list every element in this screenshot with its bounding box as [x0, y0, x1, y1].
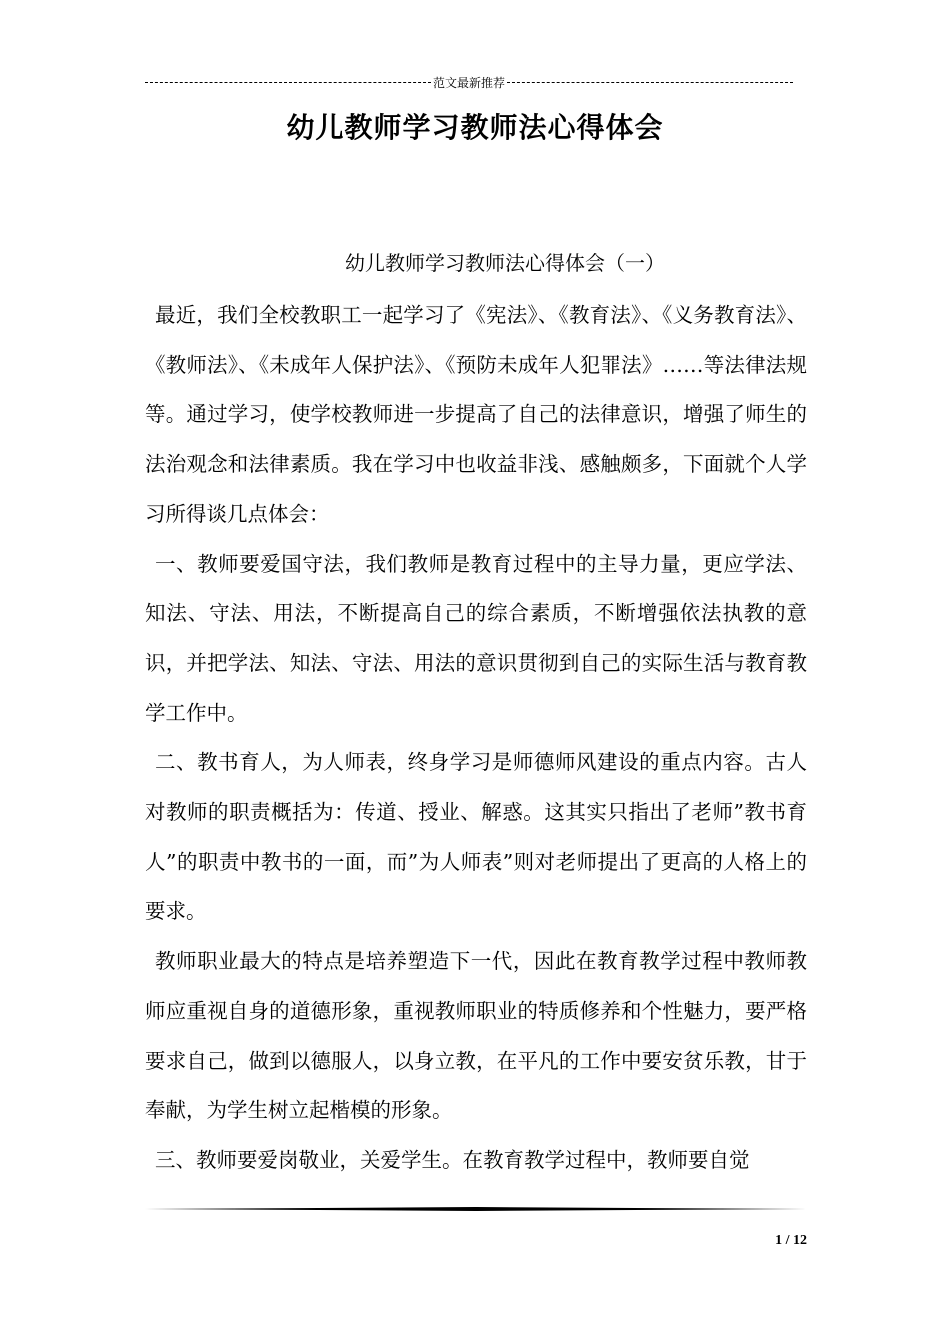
page-header: [145, 72, 793, 92]
paragraph: 二、教书育人，为人师表，终身学习是师德师风建设的重点内容。古人对教师的职责概括为：传道、授业、解惑。这其实只指出了老师”教书育人”的职责中教书的一面，而”为人师表”则对老师提出了更高的人格上的要求。: [145, 750, 807, 924]
document-body: [145, 291, 807, 1186]
page-number: 1 / 12: [775, 1233, 807, 1248]
header-dash-left: [145, 82, 431, 83]
paragraph: 教师职业最大的特点是培养塑造下一代，因此在教育教学过程中教师教师应重视自身的道德形象，重视教师职业的特质修养和个性魅力，要严格要求自己，做到以德服人，以身立教，在平凡的工作中要安贫乐教，甘于奉献，为学生树立起楷模的形象。: [145, 949, 807, 1123]
document-title: 幼儿教师学习教师法心得体会: [286, 111, 664, 144]
paragraph: 最近，我们全校教职工一起学习了《宪法》、《教育法》、《义务教育法》、《教师法》、《未成年人保护法》、《预防未成年人犯罪法》……等法律法规等。通过学习，使学校教师进一步提高了自己的法律意识，增强了师生的法治观念和法律素质。我在学习中也收益非浅、感触颇多，下面就个人学习所得谈几点体会：: [145, 303, 807, 526]
header-dash-right: [507, 82, 793, 83]
footer-divider: [145, 1207, 807, 1211]
document-subtitle: 幼儿教师学习教师法心得体会（一）: [345, 251, 665, 275]
header-text: 范文最新推荐: [433, 75, 506, 90]
paragraph: 三、教师要爱岗敬业，关爱学生。在教育教学过程中，教师要自觉: [155, 1147, 750, 1172]
paragraph: 一、教师要爱国守法，我们教师是教育过程中的主导力量，更应学法、知法、守法、用法，不断提高自己的综合素质，不断增强依法执教的意识，并把学法、知法、守法、用法的意识贯彻到自己的实际生活与教育教学工作中。: [145, 551, 807, 725]
